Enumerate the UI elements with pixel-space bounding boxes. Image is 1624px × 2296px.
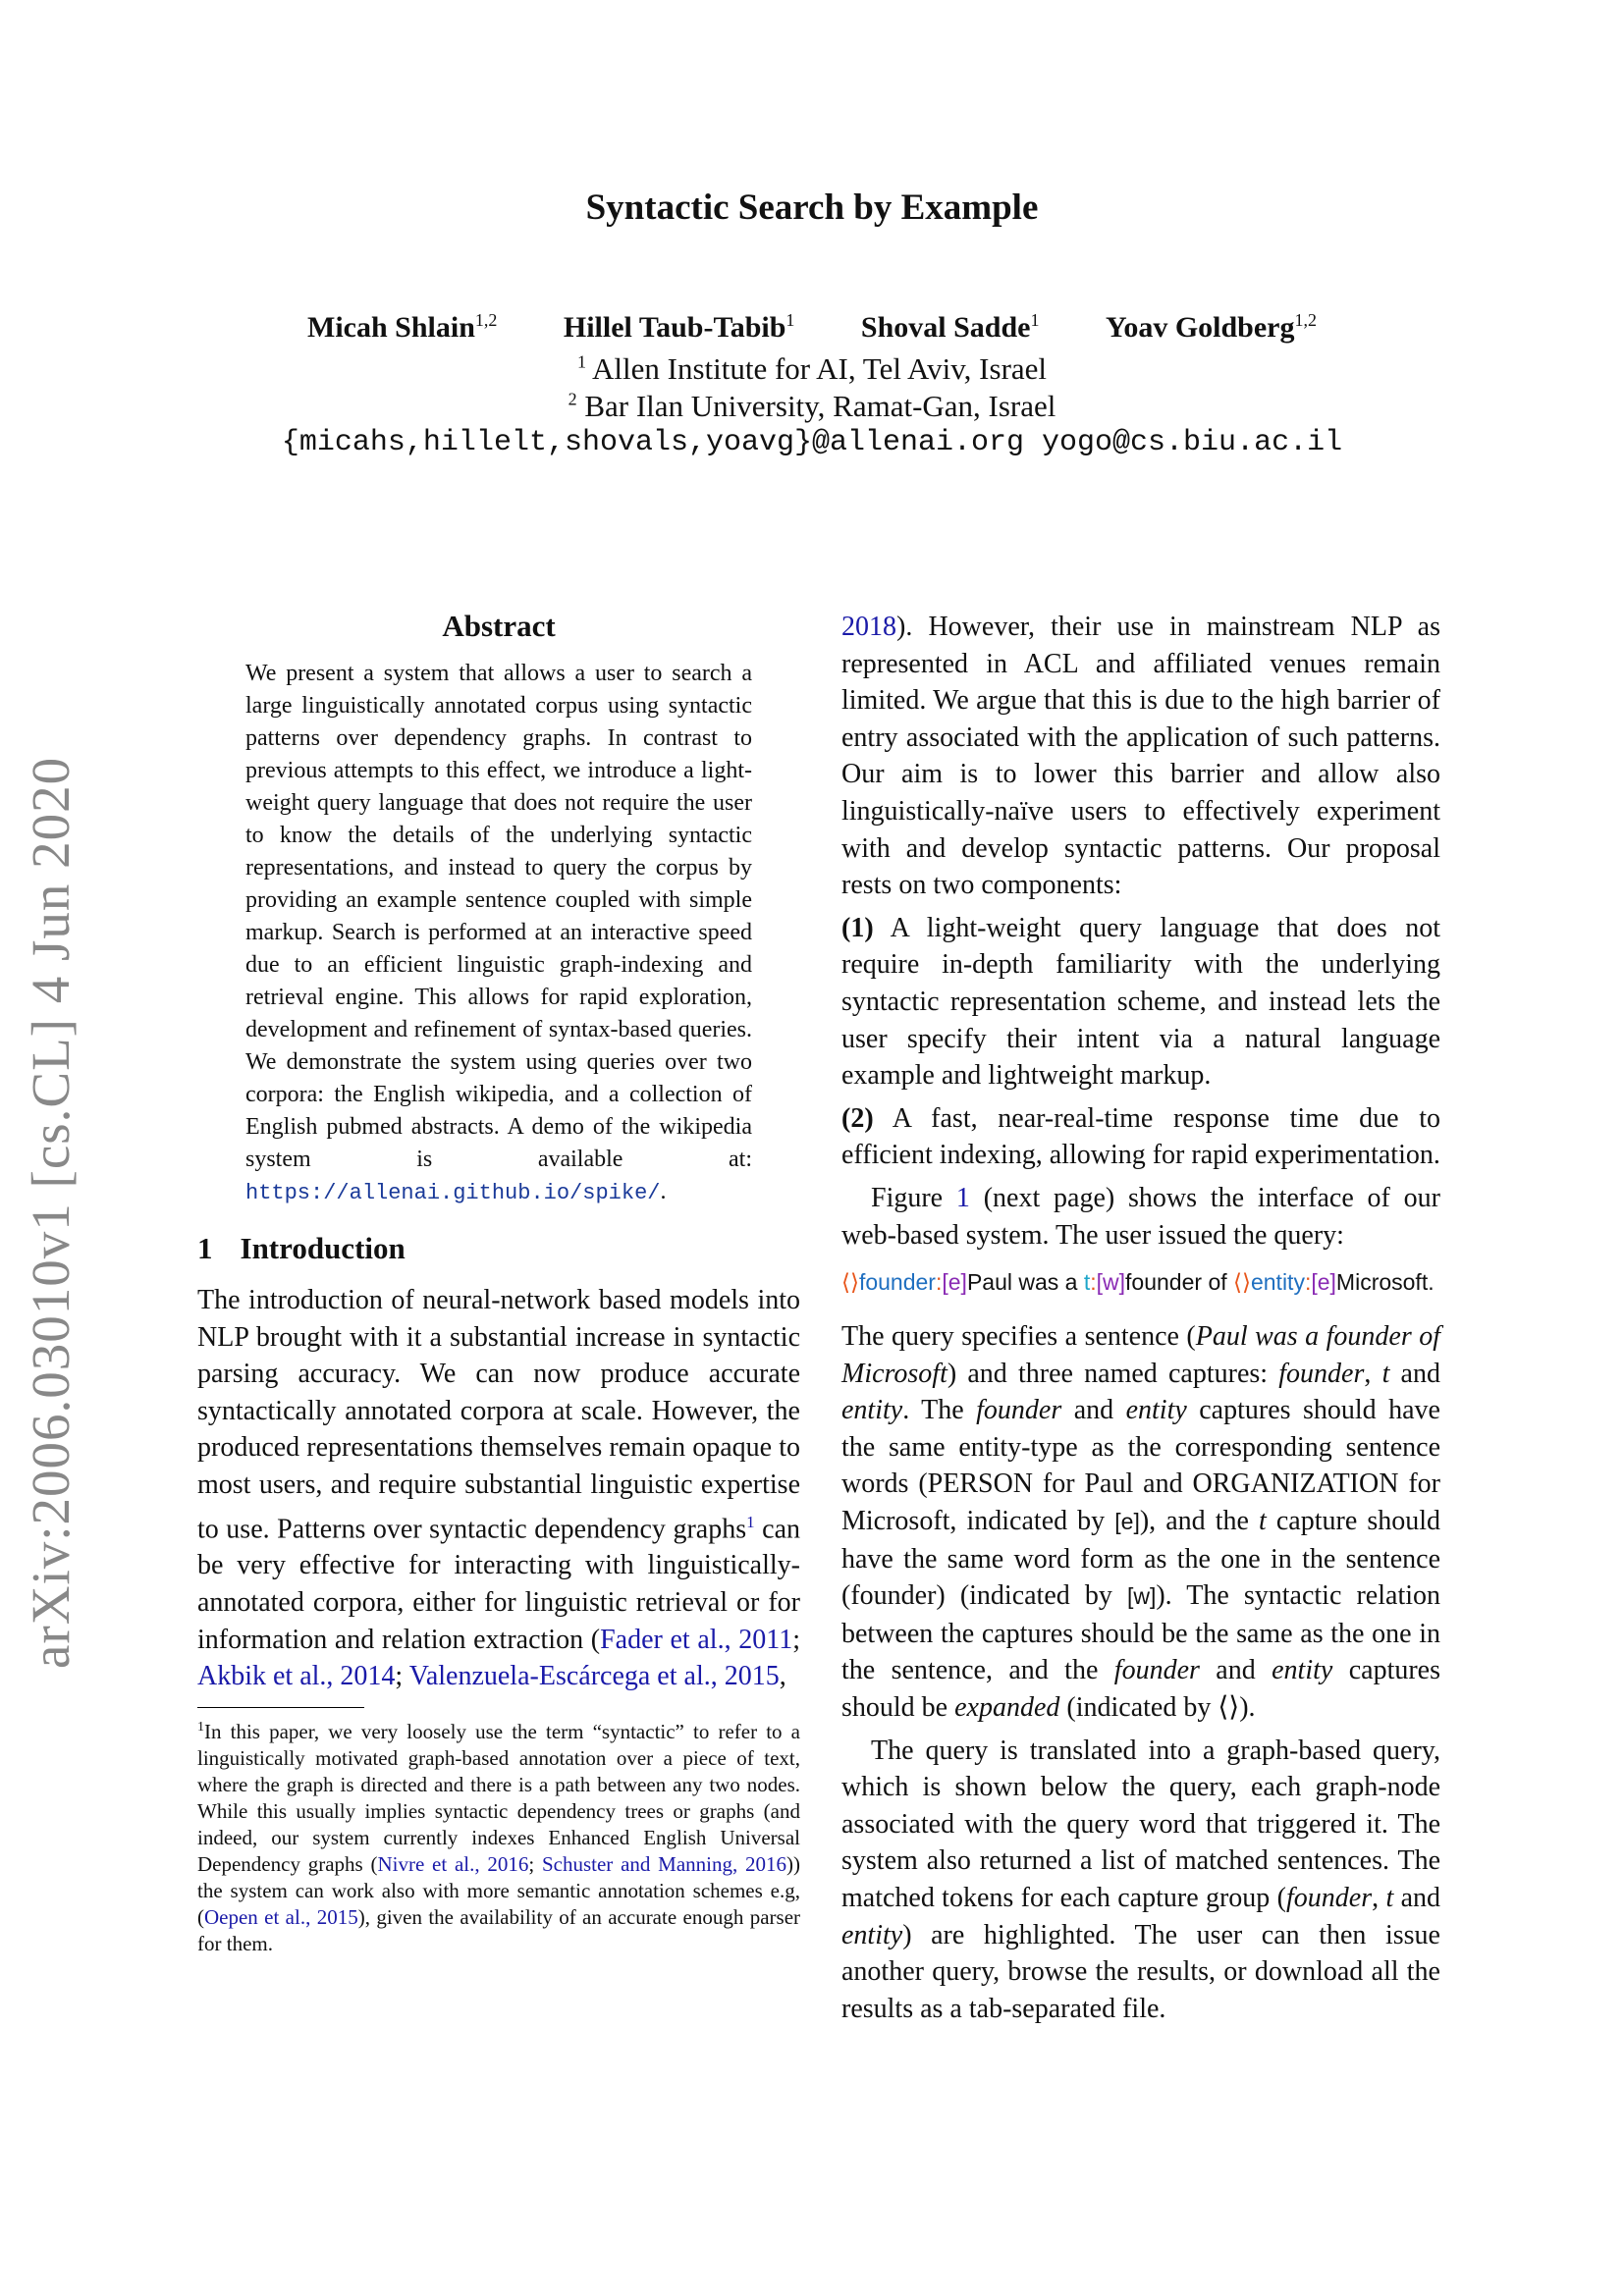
author-list xyxy=(0,310,1624,345)
list-item: (1) A light-weight query language that does not require in-depth familiarity with the underlying syntactic representation scheme, and instead lets the user specify their intent via a natural language example and lightweight markup. xyxy=(841,912,1440,1092)
intro-paragraph: The introduction of neural-network based models into NLP brought with it a substantial increase in syntactic parsing accuracy. We can now produce accurate syntactically annotated corpora at scale. However, the produced representations themselves remain opaque to most users, and require substantial linguistic expertise to use. Patterns over syntactic dependency graphs$^1$ can be very effective for interacting with linguistically-annotated corpora, either for linguistic retrieval or for information and relation extraction (Fader et al., 2011; Akbik et al., 2014; Valenzuela-Escárcega et al., 2015, xyxy=(197,1285,800,1692)
author: Yoav Goldberg$^{1,2}$ xyxy=(1105,310,1317,344)
body-paragraph: The query is translated into a graph-based query, which is shown below the query, each graph-node associated with the query word that triggered it. The system also returned a list of matched sentences. The matched tokens for each capture group (founder, t and entity) are highlighted. The user can then issue another query, browse the results, or download all the results as a tab-separated file. xyxy=(841,1735,1440,2024)
paper-title: Syntactic Search by Example xyxy=(585,187,1039,228)
citation-link[interactable]: Fader et al., 2011 xyxy=(600,1624,793,1655)
citation-link[interactable]: 2018 xyxy=(841,612,896,642)
affiliation: $^1$ Allen Institute for AI, Tel Aviv, Israel xyxy=(576,351,1048,386)
body-paragraph: Figure 1 (next page) shows the interface of our web-based system. The user issued the query: xyxy=(841,1182,1440,1251)
abstract-text: We present a system that allows a user to search a large linguistically annotated corpus using syntactic patterns over dependency graphs. In contrast to previous attempts to this effect, we introduce a light-weight query language that does not require the user to know the details of the underlying syntactic representations, and instead to query the corpus by providing an example sentence coupled with simple markup. Search is performed at an interactive speed due to an efficient linguistic graph-indexing and retrieval engine. This allows for rapid exploration, development and refinement of syntax-based queries. We demonstrate the system using queries over two corpora: the English wikipedia, and a collection of English pubmed abstracts. A demo of the wikipedia system is available at: https://allenai.github.io/spike/. xyxy=(245,661,752,1205)
citation-link[interactable]: Valenzuela-Escárcega et al., 2015 xyxy=(408,1661,780,1692)
abstract-heading: Abstract xyxy=(442,609,556,643)
author: Hillel Taub-Tabib$^1$ xyxy=(563,310,795,344)
footnote-divider xyxy=(197,1707,364,1708)
section-heading: 1 Introduction xyxy=(197,1231,406,1265)
author-emails: {micahs,hillelt,shovals,yoavg}@allenai.org yogo@cs.biu.ac.il xyxy=(281,426,1343,459)
example-query: ⟨⟩founder:[e]Paul was a t:[w]founder of ⟨⟩entity:[e]Microsoft. xyxy=(841,1269,1435,1296)
citation-link[interactable]: Schuster and Manning, 2016 xyxy=(541,1851,786,1876)
arxiv-stamp: arXiv:2006.03010v1 [cs.CL] 4 Jun 2020 xyxy=(21,756,81,1669)
footnote-ref[interactable]: 1 xyxy=(746,1512,755,1531)
right-column xyxy=(841,609,1440,2027)
demo-link[interactable]: https://allenai.github.io/spike/ xyxy=(245,1181,661,1205)
citation-link[interactable]: Oepen et al., 2015 xyxy=(204,1904,358,1929)
footnote: $^1$In this paper, we very loosely use the term “syntactic” to refer to a linguistically motivated graph-based annotation over a piece of text, where the graph is directed and there is a path between any two nodes. While this usually implies syntactic dependency trees or graphs (and indeed, our system currently indexes Enhanced English Universal Dependency graphs (Nivre et al., 2016; Schuster and Manning, 2016)) the system can work also with more semantic annotation schemes e.g, (Oepen et al., 2015), given the availability of an accurate enough parser for them. xyxy=(197,1719,801,1955)
citation-link[interactable]: Akbik et al., 2014 xyxy=(197,1661,396,1692)
figure-ref[interactable]: 1 xyxy=(955,1182,970,1213)
citation-link[interactable]: Nivre et al., 2016 xyxy=(377,1851,529,1876)
body-paragraph: The query specifies a sentence (Paul was a founder of Microsoft) and three named captures: founder, t and entity. The founder and entity captures should have the same entity-type as the corresponding sentence words (PERSON for Paul and ORGANIZATION for Microsoft, indicated by [e]), and the t capture should have the same word form as the one in the sentence (founder) (indicated by [w]). The syntactic relation between the captures should be the same as the one in the sentence, and the founder and entity captures should be expanded (indicated by ⟨⟩). xyxy=(841,1321,1441,1724)
author: Micah Shlain$^{1,2}$ xyxy=(307,310,498,344)
list-item: (2) A fast, near-real-time response time due to efficient indexing, allowing for rapid experimentation. xyxy=(841,1102,1440,1171)
body-paragraph: 2018). However, their use in mainstream NLP as represented in ACL and affiliated venues remain limited. We argue that this is due to the high barrier of entry associated with the application of such patterns. Our aim is to lower this barrier and allow also linguistically-naïve users to effectively experiment with and develop syntactic patterns. Our proposal rests on two components: xyxy=(841,612,1440,901)
left-column xyxy=(197,609,800,1957)
affiliation: $^2$ Bar Ilan University, Ramat-Gan, Israel xyxy=(568,389,1056,423)
author: Shoval Sadde$^1$ xyxy=(860,310,1040,344)
